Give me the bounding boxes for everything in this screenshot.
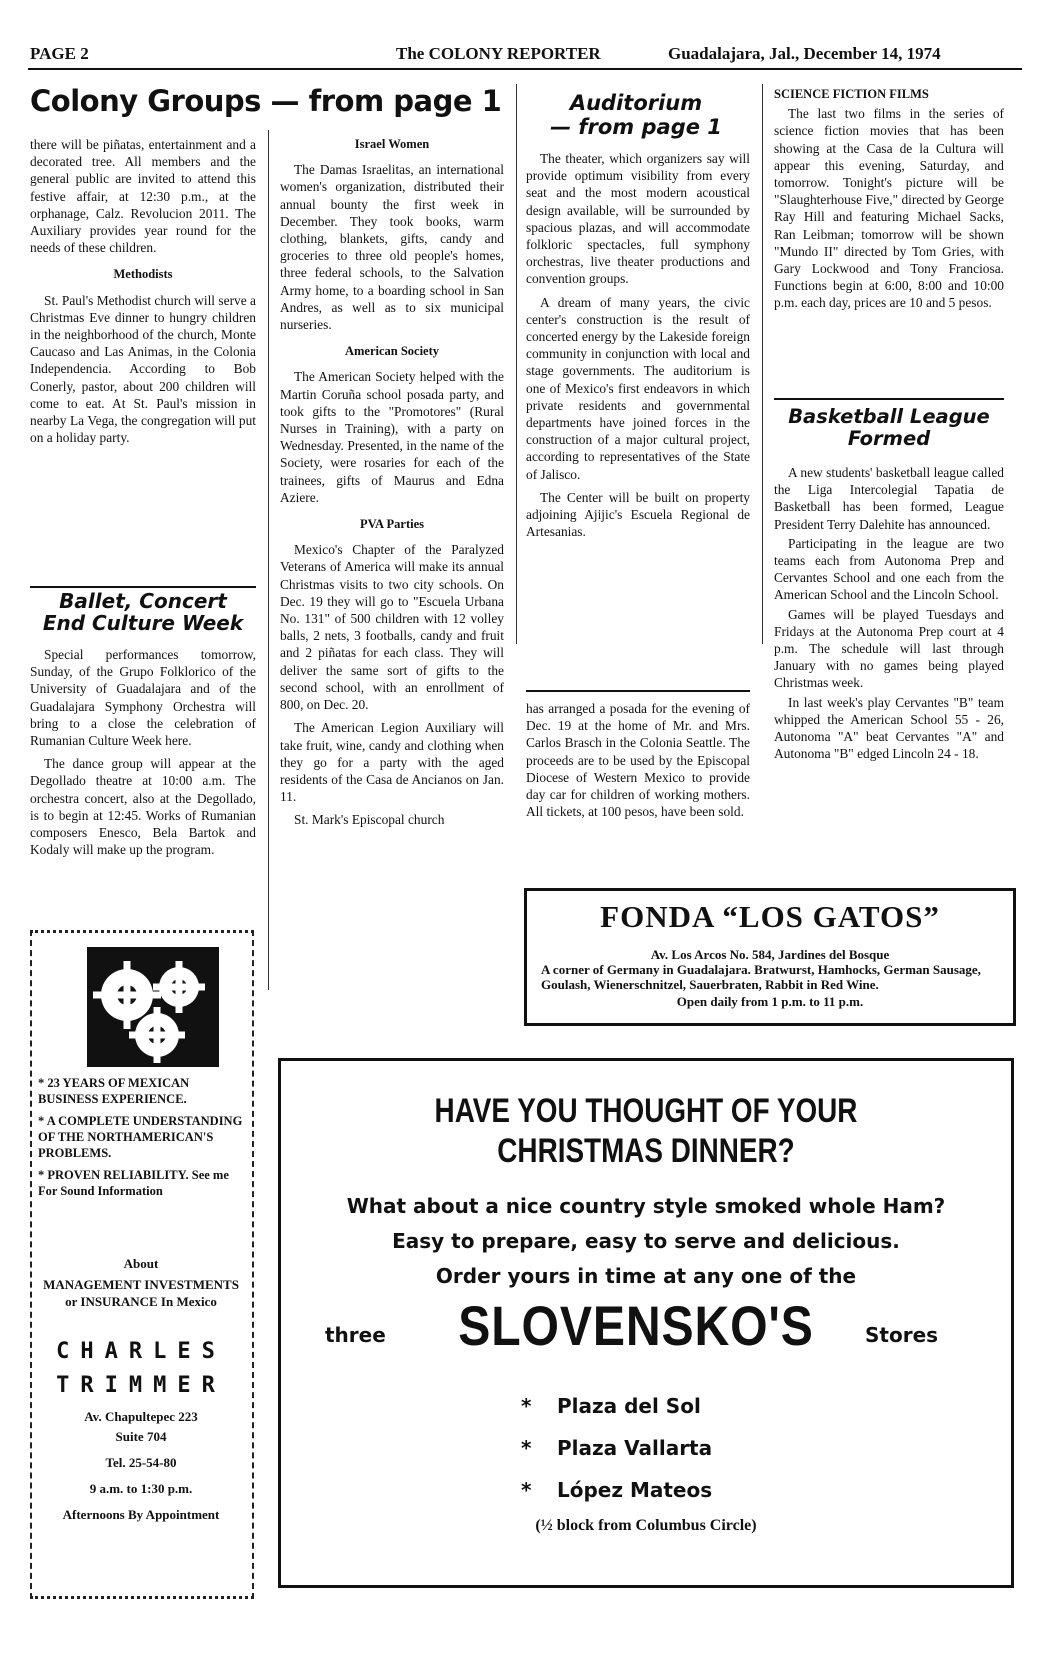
auditorium-paragraph-1: The theater, which organizers say will provide optimum visibility from every seat and the most modern acoustical design available, will be surrounded by spacious plazas, and will accommodate folkloric spectacles, full symphony orchestras, live theater productions and convention groups. <box>526 151 750 287</box>
divider <box>526 690 750 692</box>
column-1 <box>30 136 256 452</box>
trimmer-about-block <box>38 1255 244 1310</box>
trimmer-phone: Tel. 25-54-80 <box>105 1455 177 1470</box>
ballet-paragraph-1: Special performances tomorrow, Sunday, of the Grupo Folklorico of the University of Guadalajara and of the Guadalajara Symphony Orchestra will bring to a close the celebration of Rumanian Culture Week here. <box>30 647 256 749</box>
scifi-title: SCIENCE FICTION FILMS <box>774 87 929 101</box>
slovensko-three: three <box>325 1323 386 1347</box>
basketball-article <box>774 464 1004 764</box>
gears-icon <box>87 947 219 1067</box>
trimmer-about: About <box>123 1256 159 1271</box>
slovensko-copy <box>281 1189 1011 1294</box>
trimmer-ad <box>30 930 254 1599</box>
scifi-paragraph: The last two films in the series of science fiction movies that has been showing at the Casa de la Cultura will appear this evening, Saturday, and tomorrow. Tonight's picture will be "Slaughterhouse Five," directed by George Ray Hill and featuring Michael Sacks, Ran Leibman; tomorrow will be shown "Mundo II" directed by Tom Gries, with Gary Lockwood and Tony Franciosa. Functions begin at 6:00, 8:00 and 10:00 p.m. each day, prices are 10 and 5 pesos. <box>774 106 1004 311</box>
page-number: PAGE 2 <box>30 44 89 63</box>
auditorium-paragraph-3: The Center will be built on property adjoining Ajijic's Escuela Regional de Artesanias. <box>526 489 750 540</box>
column-rule <box>762 84 763 644</box>
trimmer-contact <box>36 1407 246 1525</box>
header-rule <box>28 68 1022 70</box>
ballet-headline <box>30 590 256 635</box>
dateline: Guadalajara, Jal., December 14, 1974 <box>668 44 941 63</box>
basketball-paragraph-3: Games will be played Tuesdays and Fridays at the Autonoma Prep court at 4 p.m. The schedule will last through January with no games being played Christmas week. <box>774 606 1004 691</box>
fonda-title: FONDA “LOS GATOS” <box>600 899 940 934</box>
slovensko-locations <box>521 1385 712 1511</box>
trimmer-name <box>36 1335 246 1403</box>
auditorium-article <box>526 150 750 546</box>
israel-subhead: Israel Women <box>354 137 430 151</box>
trimmer-services: MANAGEMENT INVESTMENTS or INSURANCE In Mexico <box>43 1277 239 1309</box>
fonda-address: Av. Los Arcos No. 584, Jardines del Bosque <box>650 947 890 962</box>
trimmer-bullet-2-text: A COMPLETE UNDERSTANDING OF THE NORTHAMERICAN'S PROBLEMS. <box>38 1114 243 1160</box>
basketball-headline-line1: Basketball League <box>788 405 990 428</box>
slovensko-headline-line2: CHRISTMAS DINNER? <box>497 1132 795 1170</box>
colony-headline: Colony Groups — from page 1 <box>30 84 502 118</box>
colony-continued-paragraph: has arranged a posada for the evening of Dec. 19 at the home of Mr. and Mrs. Carlos Brasch in the Colonia Seattle. The proceeds are to be used by the Episcopal Diocese of Western Mexico to provide day car for children of working mothers. All tickets, at 100 pesos, have been sold. <box>526 701 750 820</box>
trimmer-appointment: Afternoons By Appointment <box>62 1507 220 1522</box>
column-rule <box>268 130 269 990</box>
methodists-paragraph: St. Paul's Methodist church will serve a Christmas Eve dinner to hungry children in the neighborhood of the church, Monte Caucaso and Las Animas, in the Colonia Independencia. According to Bob Conerly, pastor, about 200 children will come to eat. At St. Paul's mission in nearby La Vega, the congregation will put on a holiday party. <box>30 292 256 446</box>
scifi-article <box>774 86 1004 318</box>
pva-paragraph-1: Mexico's Chapter of the Paralyzed Veterans of America will make its annual Christmas visits to two city schools. On Dec. 19 they will go to "Escuela Urbana No. 131" of 500 children with 12 volley balls, 2 nets, 3 footballs, candy and fruit and 2 piñatas for each class. They will deliver the same sort of gifts to the second school, with an enrollment of 800, on Dec. 20. <box>280 542 504 713</box>
trimmer-address-1: Av. Chapultepec 223 <box>84 1409 198 1424</box>
trimmer-bullet-2: * A COMPLETE UNDERSTANDING OF THE NORTHAMERICAN'S PROBLEMS. <box>38 1114 243 1160</box>
methodists-subhead: Methodists <box>113 267 173 282</box>
ballet-headline-line2: End Culture Week <box>42 611 244 636</box>
slovensko-location-1-text: Plaza del Sol <box>557 1394 701 1418</box>
basketball-paragraph-1: A new students' basketball league called the Liga Intercolegial Tapatia de Basketball has been formed, League President Terry Dalehite has announced. <box>774 465 1004 532</box>
auditorium-paragraph-2: A dream of many years, the civic center's construction is the result of concerted energy by the Lakeside foreign community in conjunction with local and stage governments. The auditorium is one of Mexico's first endeavors in which private residents and governmental departments have joined forces in the construction of a major cultural project, according to representatives of the State of Jalisco. <box>526 294 750 482</box>
trimmer-name-first: CHARLES <box>56 1339 226 1364</box>
slovensko-stores: Stores <box>865 1323 939 1347</box>
slovensko-headline <box>347 1091 946 1171</box>
trimmer-address-2: Suite 704 <box>115 1429 167 1444</box>
slovensko-brand: SLOVENSKO'S <box>458 1294 814 1357</box>
trimmer-bullet-3: * PROVEN RELIABILITY. See me For Sound Information <box>38 1168 229 1198</box>
colony-intro-paragraph: there will be piñatas, entertainment and a decorated tree. All members and the general public are invited to attend this festive affair, at 12:30 p.m., at the orphanage, Calz. Revolucion 2011. The Auxiliary provides year round for the needs of these children. <box>30 137 256 256</box>
ballet-article <box>30 646 256 864</box>
trimmer-bullet-1-text: 23 YEARS OF MEXICAN BUSINESS EXPERIENCE. <box>38 1076 190 1106</box>
fonda-details <box>541 947 999 1009</box>
trimmer-bullets <box>38 1075 244 1205</box>
paper-name: The COLONY REPORTER <box>396 44 601 63</box>
trimmer-bullet-3-text: PROVEN RELIABILITY. See me For Sound Information <box>38 1168 229 1198</box>
slovensko-headline-line1: HAVE YOU THOUGHT OF YOUR <box>434 1092 858 1130</box>
slovensko-location-3: * López Mateos <box>521 1478 713 1502</box>
basketball-paragraph-4: In last week's play Cervantes "B" team whipped the American School 55 - 26, Autonoma "A" beat Cervantes "A" and Autonoma "B" edged Lincoln 24 - 18. <box>774 694 1004 762</box>
israel-paragraph: The Damas Israelitas, an international women's organization, distributed their annual bounty the first week in December. They took books, warm clothing, blankets, gifts, candy and groceries to three old people's homes, three federal schools, to the Salvation Army home, to a boarding school in San Andres, as well as to six municipal nurseries. <box>280 162 504 333</box>
divider <box>774 398 1004 400</box>
slovensko-location-2: * Plaza Vallarta <box>521 1436 713 1460</box>
slovensko-location-3-text: López Mateos <box>557 1478 713 1502</box>
basketball-headline <box>774 406 1004 450</box>
basketball-headline-line2: Formed <box>847 426 931 450</box>
slovensko-location-2-text: Plaza Vallarta <box>557 1436 713 1460</box>
auditorium-headline-line2: — from page 1 <box>550 114 722 139</box>
column-2 <box>280 136 504 835</box>
slovensko-ad <box>278 1058 1014 1588</box>
trimmer-bullet-1: * 23 YEARS OF MEXICAN BUSINESS EXPERIENCE. <box>38 1076 190 1106</box>
slovensko-footer: (½ block from Columbus Circle) <box>535 1517 757 1534</box>
basketball-paragraph-2: Participating in the league are two teams each from Autonoma Prep and Cervantes School and one each from the American School and the Lincoln School. <box>774 535 1004 603</box>
slovensko-line-2: Easy to prepare, easy to serve and delicious. <box>392 1229 900 1253</box>
divider <box>30 586 256 588</box>
ballet-headline-line1: Ballet, Concert <box>59 589 227 613</box>
auditorium-headline-line1: Auditorium <box>569 91 703 115</box>
slovensko-location-1: * Plaza del Sol <box>521 1394 701 1418</box>
ballet-paragraph-2: The dance group will appear at the Degollado theatre at 10:00 a.m. The orchestra concert, also at the Degollado, is to begin at 12:45. Works of Rumanian composers Enesco, Bela Bartok and Kodaly will make up the program. <box>30 756 256 858</box>
american-subhead: American Society <box>344 344 440 359</box>
fonda-hours: Open daily from 1 p.m. to 11 p.m. <box>676 994 864 1009</box>
pva-paragraph-2: The American Legion Auxiliary will take fruit, wine, candy and clothing when they go for a party with the aged residents of the Casa de Ancianos on Jan. 11. <box>280 720 504 805</box>
slovensko-line-1: What about a nice country style smoked whole Ham? <box>346 1194 946 1218</box>
pva-paragraph-3: St. Mark's Episcopal church <box>294 812 445 828</box>
fonda-description: A corner of Germany in Guadalajara. Bratwurst, Hamhocks, German Sausage, Goulash, Wienerschnitzel, Sauerbraten, Rabbit in Red Wine. <box>541 962 981 992</box>
fonda-ad <box>524 888 1016 1026</box>
colony-continued <box>526 700 750 826</box>
trimmer-hours: 9 a.m. to 1:30 p.m. <box>89 1481 193 1496</box>
american-paragraph: The American Society helped with the Martin Coruña school posada party, and took gifts to the "Promotores" (Rural Nurses in Training), with a party on Wednesday. Presented, in the name of the Society, were rosaries for each of the trainees, gifts of Maurus and Edna Aziere. <box>280 369 504 505</box>
auditorium-headline <box>526 92 746 139</box>
column-rule <box>516 84 517 644</box>
trimmer-name-last: TRIMMER <box>56 1373 226 1398</box>
pva-subhead: PVA Parties <box>360 517 424 532</box>
slovensko-line-3: Order yours in time at any one of the <box>435 1264 857 1288</box>
